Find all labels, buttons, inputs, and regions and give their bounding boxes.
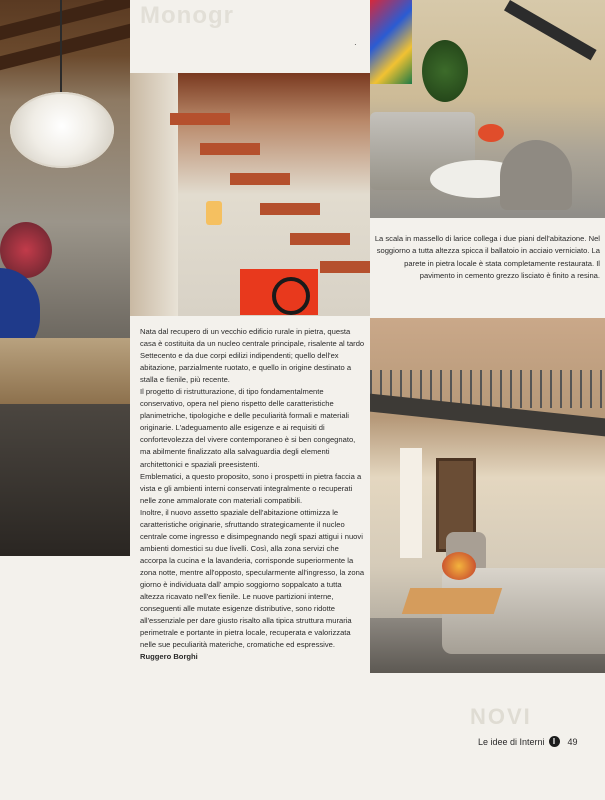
article-paragraph: Nata dal recupero di un vecchio edificio rurale in pietra, questa casa è costituita da un nucleo centrale principale, risalente al tardo Settecento e da due corpi edilizi indipendenti; quello dell'ex abitazione, parzialmente ruotato, e quello in origine destinato a stalla e fienile, più recente. xyxy=(140,327,365,385)
article-body xyxy=(140,326,366,663)
faded-tag: NOVI xyxy=(470,704,532,729)
steel-beam xyxy=(504,0,597,60)
flowers xyxy=(478,124,504,142)
painting xyxy=(370,0,412,84)
stair-step xyxy=(320,261,370,273)
wall-lamp xyxy=(206,201,222,225)
red-cabinet xyxy=(240,269,318,315)
wooden-table xyxy=(0,338,130,404)
page-number: 49 xyxy=(567,736,578,747)
curtain xyxy=(400,448,422,558)
stair-step xyxy=(200,143,260,155)
magazine-logo-badge: I xyxy=(549,736,560,747)
pendant-lamp xyxy=(10,92,114,168)
flowers xyxy=(442,552,476,580)
stair-step xyxy=(260,203,320,215)
article-paragraph xyxy=(140,507,366,664)
faded-heading: Monogr xyxy=(140,2,234,29)
photo-caption: La scala in massello di larice collega i due piani dell'abitazione. Nel soggiorno a tutta altezza spicca il ballatoio in acciaio verniciato. La parete in pietra locale è stata completamente restaurata. Il pavimento in cemento grezzo lisciato è finito a resina. xyxy=(374,234,600,280)
photo-dining-room xyxy=(0,0,130,556)
article-paragraph: Emblematici, a questo proposito, sono i prospetti in pietra faccia a vista e gli ambienti interni conservati integralmente o recuperati nelle zone ammalorate con materiali compatibili. xyxy=(140,471,362,505)
crop-mark: · xyxy=(354,40,357,49)
article-paragraph: Il progetto di ristrutturazione, di tipo fondamentalmente conservativo, opera nel pieno rispetto delle caratteristiche planimetriche, tipologiche e delle peculiarità formali e materiali originarie. L'adeguamento alle esigenze e ai requisiti di confortevolezza del vivere contemporaneo è si ben congegnato, ma abilmente finalizzato alla salvaguardia degli elementi architettonici e spaziali preesistenti. xyxy=(140,387,356,469)
page-folio xyxy=(478,736,578,747)
chair xyxy=(0,404,130,556)
photo-staircase xyxy=(130,73,370,316)
armchair xyxy=(500,140,572,210)
stair-step xyxy=(230,173,290,185)
magazine-name: Le idee di Interni xyxy=(478,736,545,747)
photo-double-height-living xyxy=(370,318,605,673)
stair-step xyxy=(290,233,350,245)
article-paragraph-text: Inoltre, il nuovo assetto spaziale dell'abitazione ottimizza le caratteristiche originarie, sfruttando strategicamente il nucleo centrale come ingresso e disimpegnando negli spazi attigui i nuovi ambienti domestici su due livelli. Così, alla zona servizi che accorpa la cucina e la lavanderia, corrisponde superiormente la zona notte, mentre all'opposto, specularmente all'ingresso, la zona giorno è individuata dall' ampio soggiorno soppalcato a tutta altezza ricavato nell'ex fienile. Le nuove partizioni interne, conseguenti alle mutate esigenze distributive, sono ridotte all'essenziale per dare giusto risalto alla tipica struttura muraria perimetrale e portante in pietra locale, recuperata e valorizzata nelle sue peculiarità materiche, cromatiche ed espressive. xyxy=(140,507,365,650)
coffee-table xyxy=(402,588,502,614)
stone-wall xyxy=(130,73,178,316)
lamp-cord xyxy=(60,0,62,94)
plant xyxy=(422,40,468,102)
author-name: Ruggero Borghi xyxy=(140,652,198,662)
photo-living-room xyxy=(370,0,605,218)
stair-step xyxy=(170,113,230,125)
